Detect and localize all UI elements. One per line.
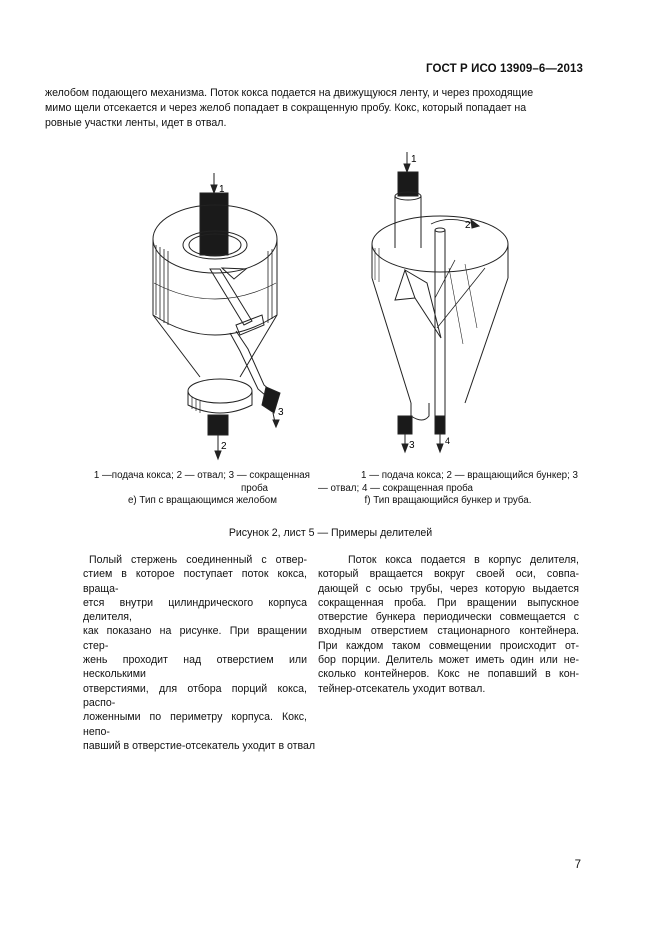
legend-line: 1 — подача кокса; 2 — вращающийся бункер; 3: [361, 470, 578, 481]
text-line: отверстие бункера периодически совмещается с: [318, 611, 579, 624]
text-line: Поток кокса подается в корпус делителя,: [348, 554, 579, 566]
text-line: жень проходит над отверстием или несколькими: [83, 654, 307, 681]
intro-line: ровные участки ленты, идет в отвал.: [45, 117, 227, 130]
text-line: ложенными по периметру корпуса. Кокс, непо-: [83, 711, 307, 738]
document-header: ГОСТ Р ИСО 13909–6—2013: [426, 63, 583, 75]
label-feed: 1: [411, 154, 417, 165]
label-sample: 3: [278, 407, 284, 418]
subcaption: f) Тип вращающийся бункер и труба.: [364, 495, 532, 507]
text-line: ется внутри цилиндрического корпуса делителя,: [83, 596, 307, 624]
text-line: который вращается вокруг своей оси, совпа-: [318, 568, 579, 581]
label-waste: 4: [445, 436, 451, 446]
text-line: сокращенная проба. При вращении выпускное: [318, 596, 579, 609]
label-feed: 1: [219, 184, 225, 195]
right-column-text: [318, 553, 579, 696]
text-line: входным отверстием стационарного контейнера.: [318, 625, 579, 638]
label-bunker: 2: [465, 220, 471, 231]
text-line: отверстиями, для отбора порций кокса, распо-: [83, 682, 307, 709]
text-line: дающей с осью трубы, через которую выдается: [318, 582, 579, 595]
text-line: тейнер-отсекатель уходит вотвал.: [318, 682, 486, 695]
text-line: бор порции. Делитель может иметь один или не-: [318, 654, 579, 667]
caption-left: [83, 470, 310, 508]
figure-title: Рисунок 2, лист 5 — Примеры делителей: [228, 527, 433, 539]
intro-paragraph: [45, 86, 582, 132]
intro-line: мимо щели отсекается и через желоб попадает в сокращенную пробу. Кокс, который попадает на: [45, 102, 527, 115]
legend-line: 1 —подача кокса; 2 — отвал; 3 — сокращенная: [93, 470, 310, 481]
figure-rotating-chute: [140, 165, 320, 465]
text-line: сколько контейнеров. Кокс не попавший в кон-: [318, 668, 579, 681]
figure-rotating-bunker: [365, 148, 515, 458]
text-line: стием в которое поступает поток кокса, враща-: [83, 568, 307, 595]
left-column-text: [83, 553, 316, 753]
text-line: как показано на рисунке. При вращении стер-: [83, 625, 307, 652]
label-sample: 3: [409, 440, 415, 451]
text-line: Полый стержень соединенный с отвер-: [89, 554, 307, 566]
label-waste: 2: [221, 441, 227, 452]
subcaption: е) Тип с вращающимся желобом: [127, 495, 277, 507]
legend-line: проба: [240, 482, 268, 494]
page-number: 7: [574, 859, 581, 871]
caption-right: [318, 470, 578, 508]
intro-line: желобом подающего механизма. Поток кокса подается на движущуюся ленту, и через проходящие: [45, 87, 534, 99]
text-line: павший в отверстие-отсекатель уходит в отвал: [83, 739, 316, 752]
text-line: При каждом таком совмещении происходит от-: [318, 639, 579, 652]
legend-line: — отвал; 4 — сокращенная проба: [318, 482, 474, 494]
